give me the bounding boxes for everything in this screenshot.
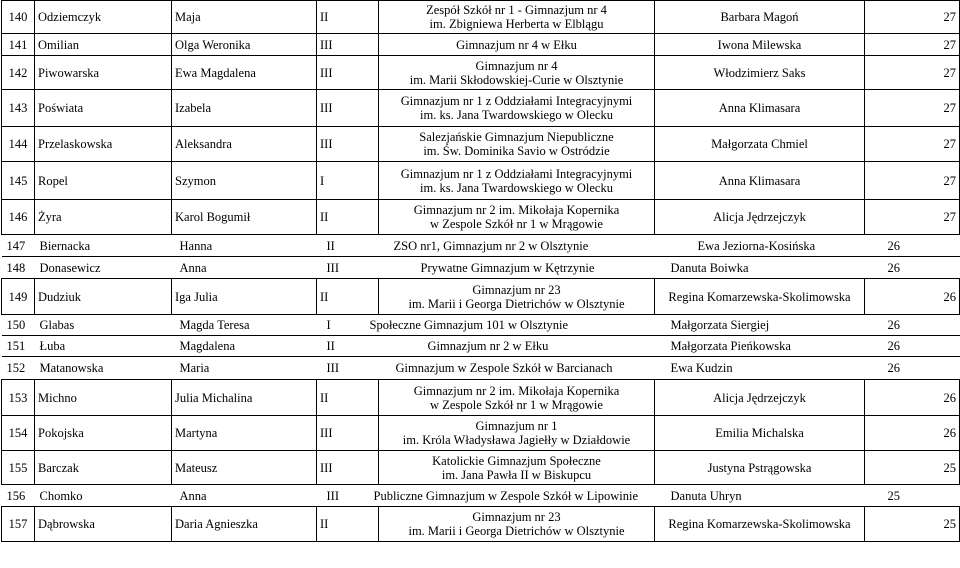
- cell-surname: Odziemczyk: [35, 1, 172, 34]
- cell-name: Anna: [179, 260, 207, 275]
- cell-first-name: Ewa Magdalena: [172, 56, 317, 90]
- merged-row-cell: [2, 235, 960, 257]
- cell-class: I: [317, 162, 379, 200]
- cell-class: I: [326, 318, 331, 332]
- cell-class: II: [326, 238, 335, 253]
- cell-number: 141: [2, 34, 35, 56]
- cell-school: [379, 162, 655, 200]
- cell-school: Społeczne Gimnazjum 101 w Olsztynie: [369, 318, 569, 332]
- cell-surname: Ropel: [35, 162, 172, 200]
- table-row: [2, 357, 960, 380]
- cell-surname: Dudziuk: [35, 279, 172, 315]
- cell-points: 27: [865, 162, 960, 200]
- cell-teacher: Regina Komarzewska-Skolimowska: [655, 279, 865, 315]
- school-line: w Zespole Szkół nr 1 w Mrągowie: [430, 217, 603, 231]
- cell-points: 26: [865, 416, 960, 451]
- cell-points: 26: [887, 260, 900, 275]
- school-line: im. Króla Władysława Jagiełły w Działdowie: [402, 433, 631, 447]
- cell-teacher: Emilia Michalska: [655, 416, 865, 451]
- table-row: [2, 416, 960, 451]
- cell-number: 143: [2, 90, 35, 127]
- cell-class: III: [317, 56, 379, 90]
- cell-name: Magda Teresa: [179, 318, 250, 332]
- cell-first-name: Martyna: [172, 416, 317, 451]
- cell-no: 148: [6, 260, 26, 275]
- cell-surname: Chomko: [39, 488, 83, 503]
- table-row: [2, 279, 960, 315]
- cell-no: 147: [6, 238, 26, 253]
- cell-first-name: Karol Bogumił: [172, 200, 317, 235]
- table-row: [2, 1, 960, 34]
- school-line: im. Jana Pawła II w Biskupcu: [441, 467, 592, 482]
- cell-class: II: [317, 200, 379, 235]
- school-line: im. Zbigniewa Herberta w Elblągu: [429, 17, 604, 31]
- cell-class: III: [317, 34, 379, 56]
- cell-school: [379, 380, 655, 416]
- cell-no: 151: [6, 339, 26, 353]
- cell-school: [379, 507, 655, 542]
- cell-teacher: Małgorzata Siergiej: [670, 318, 770, 332]
- cell-school: Gimnazjum w Zespole Szkół w Barcianach: [395, 361, 613, 375]
- cell-class: III: [317, 416, 379, 451]
- cell-points: 26: [887, 318, 900, 332]
- cell-number: 154: [2, 416, 35, 451]
- cell-school: [379, 200, 655, 235]
- cell-first-name: Szymon: [172, 162, 317, 200]
- table-row: [2, 315, 960, 336]
- cell-school: [379, 279, 655, 315]
- cell-first-name: Julia Michalina: [172, 380, 317, 416]
- cell-number: 157: [2, 507, 35, 542]
- cell-surname: Glabas: [39, 318, 75, 332]
- table-row: [2, 336, 960, 357]
- cell-surname: Biernacka: [39, 238, 91, 253]
- merged-row-cell: [2, 315, 960, 336]
- school-line: im. Marii i Georga Dietrichów w Olsztynie: [408, 524, 625, 538]
- table-row: [2, 380, 960, 416]
- table-row: [2, 90, 960, 127]
- cell-first-name: Daria Agnieszka: [172, 507, 317, 542]
- cell-first-name: Izabela: [172, 90, 317, 127]
- cell-number: 145: [2, 162, 35, 200]
- cell-surname: Pokojska: [35, 416, 172, 451]
- cell-number: 140: [2, 1, 35, 34]
- cell-surname: Matanowska: [39, 361, 104, 375]
- cell-points: 27: [865, 200, 960, 235]
- cell-school: [379, 1, 655, 34]
- cell-class: II: [317, 1, 379, 34]
- cell-name: Hanna: [179, 238, 213, 253]
- cell-teacher: Justyna Pstrągowska: [655, 451, 865, 485]
- table-row: [2, 485, 960, 507]
- cell-teacher: Anna Klimasara: [655, 90, 865, 127]
- cell-class: III: [326, 361, 339, 375]
- cell-teacher: Anna Klimasara: [655, 162, 865, 200]
- table-row: [2, 507, 960, 542]
- cell-surname: Poświata: [35, 90, 172, 127]
- table-row: [2, 162, 960, 200]
- cell-surname: Dąbrowska: [35, 507, 172, 542]
- cell-surname: Omilian: [35, 34, 172, 56]
- cell-first-name: Iga Julia: [172, 279, 317, 315]
- cell-name: Magdalena: [179, 339, 236, 353]
- cell-teacher: Alicja Jędrzejczyk: [655, 380, 865, 416]
- cell-class: II: [326, 339, 335, 353]
- cell-teacher: Włodzimierz Saks: [655, 56, 865, 90]
- cell-no: 150: [6, 318, 26, 332]
- cell-surname: Michno: [35, 380, 172, 416]
- cell-points: 25: [887, 488, 900, 503]
- cell-points: 25: [865, 507, 960, 542]
- cell-class: III: [317, 451, 379, 485]
- cell-points: 26: [865, 380, 960, 416]
- cell-surname: Donasewicz: [39, 260, 101, 275]
- table-body: [2, 1, 960, 542]
- table-row: [2, 34, 960, 56]
- school-line: Katolickie Gimnazjum Społeczne: [432, 453, 601, 468]
- cell-school: [379, 56, 655, 90]
- cell-surname: Piwowarska: [35, 56, 172, 90]
- cell-class: III: [326, 260, 339, 275]
- cell-teacher: Małgorzata Pieńkowska: [670, 339, 791, 353]
- cell-teacher: Iwona Milewska: [655, 34, 865, 56]
- school-line: Gimnazjum nr 2 im. Mikołaja Kopernika: [413, 383, 620, 398]
- school-line: im. Marii Skłodowskiej-Curie w Olsztynie: [409, 72, 624, 87]
- cell-teacher: Alicja Jędrzejczyk: [655, 200, 865, 235]
- cell-first-name: Aleksandra: [172, 127, 317, 162]
- school-line: Salezjańskie Gimnazjum Niepubliczne: [419, 130, 614, 144]
- table-row: [2, 235, 960, 257]
- table-row: [2, 56, 960, 90]
- cell-first-name: Mateusz: [172, 451, 317, 485]
- cell-points: 25: [865, 451, 960, 485]
- cell-school: Publiczne Gimnazjum w Zespole Szkół w Lipowinie: [373, 488, 639, 503]
- table-row: [2, 127, 960, 162]
- cell-teacher: Danuta Uhryn: [670, 488, 742, 503]
- school-line: Gimnazjum nr 1 z Oddziałami Integracyjnymi: [400, 94, 633, 108]
- school-line: im. Marii i Georga Dietrichów w Olsztynie: [408, 296, 625, 311]
- cell-surname: Przelaskowska: [35, 127, 172, 162]
- cell-first-name: Olga Weronika: [172, 34, 317, 56]
- school-line: Gimnazjum nr 23: [472, 510, 561, 524]
- cell-class: II: [317, 279, 379, 315]
- cell-no: 156: [6, 488, 26, 503]
- cell-name: Anna: [179, 488, 207, 503]
- cell-points: 27: [865, 127, 960, 162]
- cell-surname: Barczak: [35, 451, 172, 485]
- cell-school: [379, 416, 655, 451]
- cell-school: [379, 34, 655, 56]
- cell-no: 152: [6, 361, 26, 375]
- merged-row-cell: [2, 357, 960, 380]
- cell-number: 155: [2, 451, 35, 485]
- merged-row-cell: [2, 257, 960, 279]
- cell-name: Maria: [179, 361, 210, 375]
- cell-number: 142: [2, 56, 35, 90]
- school-line: Gimnazjum nr 2 im. Mikołaja Kopernika: [413, 203, 620, 217]
- school-line: im. ks. Jana Twardowskiego w Olecku: [420, 108, 613, 122]
- cell-points: 26: [887, 238, 900, 253]
- cell-teacher: Regina Komarzewska-Skolimowska: [655, 507, 865, 542]
- cell-class: III: [317, 127, 379, 162]
- cell-teacher: Danuta Boiwka: [670, 260, 749, 275]
- school-line: im. Św. Dominika Savio w Ostródzie: [423, 144, 610, 158]
- cell-class: III: [317, 90, 379, 127]
- cell-school: Prywatne Gimnazjum w Kętrzynie: [420, 260, 595, 275]
- cell-school: ZSO nr1, Gimnazjum nr 2 w Olsztynie: [393, 238, 589, 253]
- cell-surname: Łuba: [39, 339, 66, 353]
- cell-teacher: Ewa Jeziorna-Kosińska: [697, 238, 816, 253]
- cell-school: Gimnazjum nr 2 w Ełku: [427, 339, 549, 353]
- school-line: im. ks. Jana Twardowskiego w Olecku: [420, 180, 613, 195]
- school-line: Gimnazjum nr 1 z Oddziałami Integracyjnymi: [400, 166, 633, 181]
- cell-number: 153: [2, 380, 35, 416]
- cell-points: 27: [865, 34, 960, 56]
- table-row: [2, 200, 960, 235]
- table-row: [2, 257, 960, 279]
- cell-points: 27: [865, 90, 960, 127]
- cell-number: 146: [2, 200, 35, 235]
- results-table: [1, 0, 960, 542]
- cell-school: [379, 90, 655, 127]
- school-line: Gimnazjum nr 23: [472, 282, 561, 297]
- school-line: Gimnazjum nr 4 w Ełku: [456, 37, 577, 52]
- merged-row-cell: [2, 336, 960, 357]
- cell-points: 26: [887, 339, 900, 353]
- cell-number: 144: [2, 127, 35, 162]
- cell-first-name: Maja: [172, 1, 317, 34]
- school-line: w Zespole Szkół nr 1 w Mrągowie: [430, 397, 603, 412]
- cell-teacher: Barbara Magoń: [655, 1, 865, 34]
- cell-points: 27: [865, 1, 960, 34]
- school-line: Zespół Szkół nr 1 - Gimnazjum nr 4: [426, 3, 607, 17]
- cell-class: II: [317, 380, 379, 416]
- cell-class: III: [326, 488, 339, 503]
- cell-school: [379, 127, 655, 162]
- cell-teacher: Ewa Kudzin: [670, 361, 733, 375]
- cell-surname: Żyra: [35, 200, 172, 235]
- cell-points: 26: [887, 361, 900, 375]
- cell-points: 26: [865, 279, 960, 315]
- school-line: Gimnazjum nr 4: [475, 58, 558, 73]
- cell-teacher: Małgorzata Chmiel: [655, 127, 865, 162]
- merged-row-cell: [2, 485, 960, 507]
- cell-points: 27: [865, 56, 960, 90]
- cell-number: 149: [2, 279, 35, 315]
- cell-class: II: [317, 507, 379, 542]
- school-line: Gimnazjum nr 1: [475, 419, 558, 433]
- cell-school: [379, 451, 655, 485]
- table-row: [2, 451, 960, 485]
